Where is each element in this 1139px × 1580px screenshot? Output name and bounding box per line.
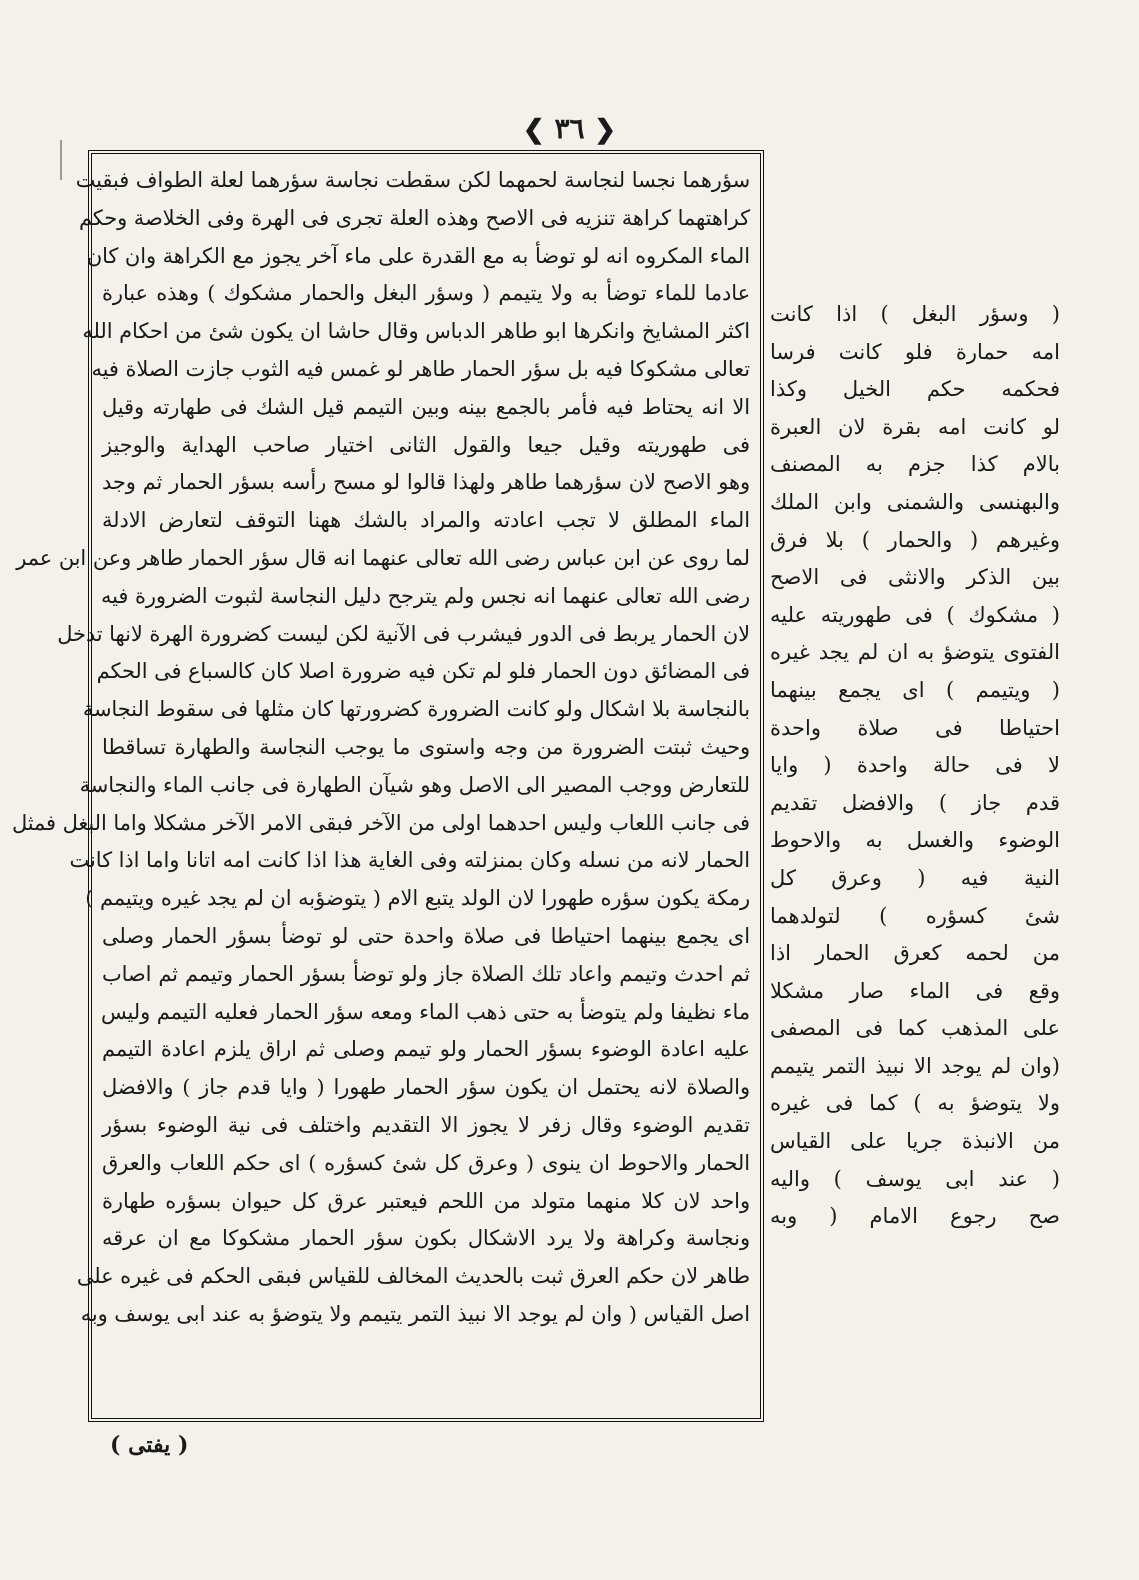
marginal-text-line: بين الذكر والانثى فى الاصح: [770, 565, 1060, 590]
marginal-text-line: ( مشكوك ) فى طهوريته عليه: [770, 602, 1060, 627]
main-text-line: رمكة يكون سؤره طهورا لان الولد يتبع الام ( يتوضؤبه ان لم يجد غيره ويتيمم ): [85, 886, 750, 911]
main-text-line: اصل القياس ( وان لم يوجد الا نبيذ التمر يتيمم ولا يتوضؤ به عند ابى يوسف وبه: [80, 1301, 750, 1326]
marginal-text-line: والبهنسى والشمنى وابن الملك: [770, 489, 1060, 514]
main-text-line: ونجاسة وكراهة ولا يرد الاشكال بكون سؤر الحمار مشكوكا مع ان عرقه: [102, 1226, 750, 1251]
main-text-line: الحمار لانه من نسله وكان بمنزلته وفى الغاية هذا اذا كانت امه اتانا واما اذا كانت: [69, 848, 750, 873]
main-text-line: الا انه يحتاط فيه فأمر بالجمع بينه وبين التيمم قيل الشك فى طهارته وقيل: [102, 394, 750, 419]
main-text-line: ماء نظيفا ولم يتوضأ به حتى ذهب الماء ومعه سؤر الحمار فعليه التيمم وليس: [100, 999, 750, 1024]
main-text-line: فى طهوريته وقيل جيعا والقول الثانى اختيار صاحب الهداية والوجيز: [102, 432, 750, 457]
page-number: ٣٦: [554, 112, 585, 145]
main-text-line: ثم احدث وتيمم واعاد تلك الصلاة جاز ولو توضأ بسؤر الحمار وتيمم ثم اصاب: [102, 961, 750, 986]
main-text-line: تعالى مشكوكا فيه بل سؤر الحمار طاهر لو غمس فيه الثوب جازت الصلاة فيه: [91, 356, 750, 381]
main-text-line: اى يجمع بينهما احتياطا فى صلاة واحدة حتى لو توضأ بسؤر الحمار وصلى: [102, 923, 750, 948]
marginal-text-line: امه حمارة فلو كانت فرسا: [770, 339, 1060, 364]
marginal-text-line: لا فى حالة واحدة ( وايا: [770, 753, 1060, 778]
marginal-text-line: ( عند ابى يوسف ) واليه: [770, 1166, 1060, 1191]
marginal-text-line: بالام كذا جزم به المصنف: [770, 452, 1060, 477]
main-text-line: بالنجاسة بلا اشكال ولو كانت الضرورة كضرورتها كان مثلها فى سقوط النجاسة: [82, 697, 750, 722]
marginal-text-line: على المذهب كما فى المصفى: [770, 1016, 1060, 1041]
marginal-text-line: شئ كسؤره ) لتولدهما: [770, 903, 1060, 928]
marginal-commentary: [770, 296, 1060, 1236]
main-text-line: رضى الله تعالى عنهما انه نجس ولم يترجح دليل النجاسة لثبوت الضرورة فيه: [101, 583, 750, 608]
main-text-line: لما روى عن ابن عباس رضى الله تعالى عنهما انه قال سؤر الحمار طاهر وعن ابن عمر: [16, 545, 750, 570]
marginal-text-line: من لحمه كعرق الحمار اذا: [770, 941, 1060, 966]
ornament-right-icon: ❯: [594, 115, 617, 145]
main-text-line: طاهر لان حكم العرق ثبت بالحديث المخالف للقياس فبقى الحكم فى غيره على: [76, 1264, 750, 1289]
marginal-text-line: صح رجوع الامام ( وبه: [770, 1204, 1060, 1229]
main-text-line: وهو الاصح لان سؤرهما طاهر ولهذا قالوا لو مسح رأسه بسؤر الحمار ثم وجد: [102, 470, 750, 495]
marginal-text-line: (وان لم يوجد الا نبيذ التمر يتيمم: [770, 1053, 1060, 1078]
marginal-text-line: فحكمه حكم الخيل وكذا: [770, 377, 1060, 402]
main-text-line: واحد لان كلا منهما متولد من اللحم فيعتبر عرق كل حيوان بسؤره طهارة: [102, 1188, 750, 1213]
main-text-frame: [12, 150, 764, 1422]
main-text-line: عادما للماء توضأ به ولا يتيمم ( وسؤر البغل والحمار مشكوك ) وهذه عبارة: [102, 281, 750, 306]
main-text-body: [12, 162, 750, 1334]
ornament-left-icon: ❮: [522, 115, 545, 145]
main-text-line: والصلاة لانه يحتمل ان يكون سؤر الحمار طهورا ( وايا قدم جاز ) والافضل: [102, 1075, 750, 1100]
marginal-text-line: ( ويتيمم ) اى يجمع بينهما: [770, 677, 1060, 702]
marginal-text-line: وقع فى الماء صار مشكلا: [770, 978, 1060, 1003]
main-text-line: فى المضائق دون الحمار فلو لم تكن فيه ضرورة اصلا كان كالسباع فى الحكم: [96, 659, 750, 684]
marginal-text-line: الفتوى يتوضؤ به ان لم يجد غيره: [770, 640, 1060, 665]
margin-mark: [60, 140, 62, 180]
main-text-line: للتعارض ووجب المصير الى الاصل وهو شيآن الطهارة فى جانب الماء والنجاسة: [79, 772, 750, 797]
marginal-text-line: لو كانت امه بقرة لان العبرة: [770, 414, 1060, 439]
main-text-line: لان الحمار يربط فى الدور فيشرب فى الآنية لكن ليست كضرورة الهرة لانها تدخل: [57, 621, 750, 646]
marginal-text-line: ( وسؤر البغل ) اذا كانت: [770, 302, 1060, 326]
main-text-line: تقديم الوضوء وقال زفر لا يجوز الا التقديم واختلف فى نية الوضوء بسؤر: [102, 1112, 750, 1137]
main-text-line: وحيث ثبتت الضرورة من وجه واستوى ما يوجب النجاسة والطهارة تساقطا: [102, 734, 750, 759]
marginal-text-line: من الانبذة جريا على القياس: [770, 1129, 1060, 1154]
main-text-line: الماء المكروه انه لو توضأ به مع القدرة على ماء آخر يجوز مع الكراهة وان كان: [86, 243, 750, 268]
marginal-text-line: قدم جاز ) والافضل تقديم: [770, 790, 1060, 815]
main-text-line: سؤرهما نجسا لنجاسة لحمهما لكن سقطت نجاسة سؤرهما لعلة الطواف فبقيت: [75, 168, 750, 192]
main-text-line: الحمار والاحوط ان ينوى ( وعرق كل شئ كسؤره ) اى حكم اللعاب والعرق: [102, 1150, 750, 1175]
marginal-text-line: الوضوء والغسل به والاحوط: [770, 828, 1060, 853]
marginal-text-line: وغيرهم ( والحمار ) بلا فرق: [770, 527, 1060, 552]
marginal-text-line: ولا يتوضؤ به ) كما فى غيره: [770, 1091, 1060, 1116]
marginal-text-line: النية فيه ( وعرق كل: [770, 865, 1060, 890]
main-text-line: عليه اعادة الوضوء بسؤر الحمار ولو تيمم وصلى ثم اراق يلزم اعادة التيمم: [102, 1037, 750, 1062]
main-text-line: الماء المطلق لا تجب اعادته والمراد بالشك ههنا التوقف لتعارض الادلة: [102, 508, 750, 533]
main-text-line: كراهتهما كراهة تنزيه فى الاصح وهذه العلة تجرى فى الهرة وفى الخلاصة وحكم: [78, 205, 750, 230]
page-number-header: [0, 112, 1139, 145]
catchword: ( يفتى ): [110, 1432, 189, 1458]
main-text-line: فى جانب اللعاب وليس احدهما اولى من الآخر فبقى الامر الآخر مشكلا واما البغل فمثل: [12, 810, 750, 835]
marginal-text-line: احتياطا فى صلاة واحدة: [770, 715, 1060, 740]
main-text-line: اكثر المشايخ وانكرها ابو طاهر الدباس وقال حاشا ان يكون شئ من احكام الله: [82, 319, 750, 344]
